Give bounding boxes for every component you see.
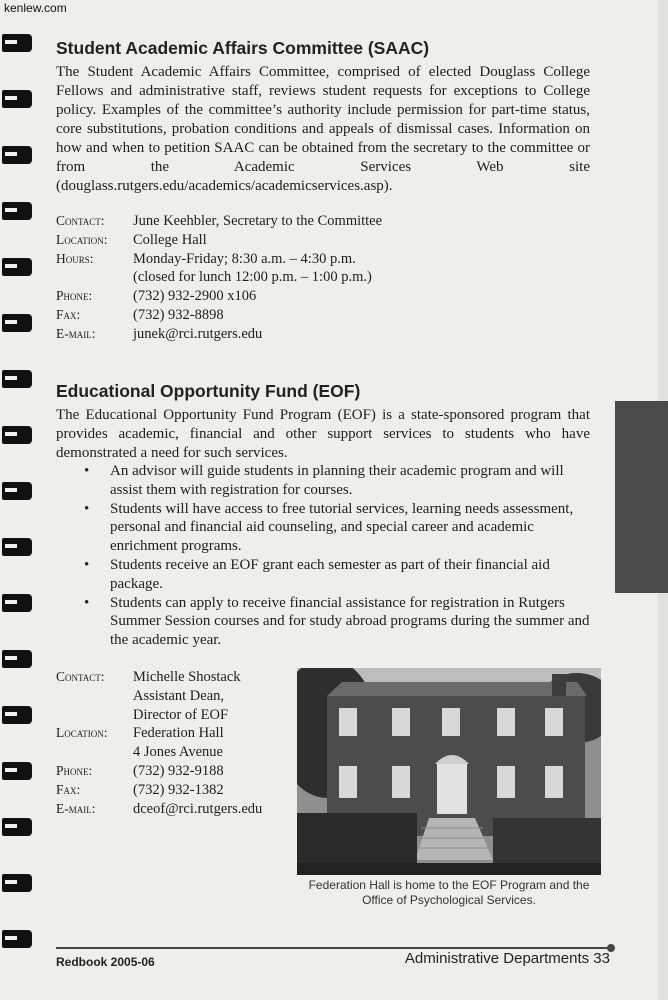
contact-value: June Keehbler, Secretary to the Committee [133,213,383,229]
eof-heading: Educational Opportunity Fund (EOF) [56,381,361,401]
phone-row [56,762,262,781]
contact-title-value: Director of EOF [133,706,229,723]
watermark: kenlew.com [4,1,67,15]
fax-row [56,781,262,800]
list-item: • An advisor will guide students in planning their academic program and will assist them with registration for courses. [56,462,590,500]
fax-label: Fax: [56,306,81,322]
location-value: Federation Hall [133,725,224,742]
contact-value: Michelle Shostack [133,669,241,685]
email-value: junek@rci.rutgers.edu [133,325,263,342]
saac-heading: Student Academic Affairs Committee (SAAC) [56,38,430,58]
saac-body: The Student Academic Affairs Committee, comprised of elected Douglass College Fellows and administrative staff, reviews student requests for exceptions to College policy. Examples of the committee’s authority include permission for part-time status, core substitutions, probation conditions and appeals of dismissal cases. Information on how and when to petition SAAC can be obtained from the secretary to the committee or from the Academic Services Web site (douglass.rutgers.edu/academics/academicservices.asp). [56,64,590,194]
contact-title-row [56,706,262,725]
footer-publication: Redbook 2005-06 [56,955,155,969]
phone-label: Phone: [56,762,93,778]
email-value: dceof@rci.rutgers.edu [133,800,263,817]
photo-caption: Federation Hall is home to the EOF Program and the Office of Psychological Services. [308,878,590,907]
contact-label: Contact: [56,669,105,684]
hours-note-row [56,268,382,287]
email-row [56,800,262,819]
hours-label: Hours: [56,250,94,266]
eof-contact-block [56,668,262,818]
contact-title-row [56,687,262,706]
section-tab [615,401,668,593]
hours-row [56,250,382,269]
location-row [56,724,262,743]
contact-title-value: Assistant Dean, [133,687,225,704]
fax-value: (732) 932-1382 [133,781,224,798]
fax-value: (732) 932-8898 [133,306,224,323]
saac-contact-block [56,212,382,344]
address-label [56,743,133,762]
footer-page-label: Administrative Departments 33 [404,950,610,967]
spiral-binding [0,0,40,1000]
eof-body: The Educational Opportunity Fund Program (EOF) is a state-sponsored program that provides academic, financial and other support services to students who have demonstrated a need for such services. [56,407,590,461]
hours-note-label [56,268,133,287]
fax-label: Fax: [56,781,81,797]
phone-row [56,287,382,306]
address-row [56,743,262,762]
email-row [56,325,382,344]
contact-row [56,212,382,231]
list-item: • Students can apply to receive financial assistance for registration in Rutgers Summer Session courses and for study abroad programs during the summer and the academic year. [56,594,590,650]
list-item: • Students will have access to free tutorial services, learning needs assessment, personal and financial aid counseling, and special career and academic enrichment programs. [56,500,590,556]
address-value: 4 Jones Avenue [133,744,223,761]
list-item: • Students receive an EOF grant each semester as part of their financial aid package. [56,556,590,594]
eof-bullet-list [56,462,590,650]
contact-title-label [56,687,133,706]
phone-value: (732) 932-2900 x106 [133,288,257,305]
location-label: Location: [56,231,108,247]
phone-label: Phone: [56,288,93,304]
hours-note-value: (closed for lunch 12:00 p.m. – 1:00 p.m.) [133,269,372,286]
location-value: College Hall [133,231,207,248]
email-label: E-mail: [56,800,96,816]
contact-title-label [56,706,133,725]
location-row [56,231,382,250]
phone-value: (732) 932-9188 [133,762,224,779]
federation-hall-photo [297,668,601,875]
fax-row [56,306,382,325]
location-label: Location: [56,725,108,741]
email-label: E-mail: [56,325,96,341]
footer-rule [56,947,611,949]
hours-value: Monday-Friday; 8:30 a.m. – 4:30 p.m. [133,250,356,267]
building-illustration [297,668,601,875]
contact-row [56,668,262,687]
contact-label: Contact: [56,213,105,228]
